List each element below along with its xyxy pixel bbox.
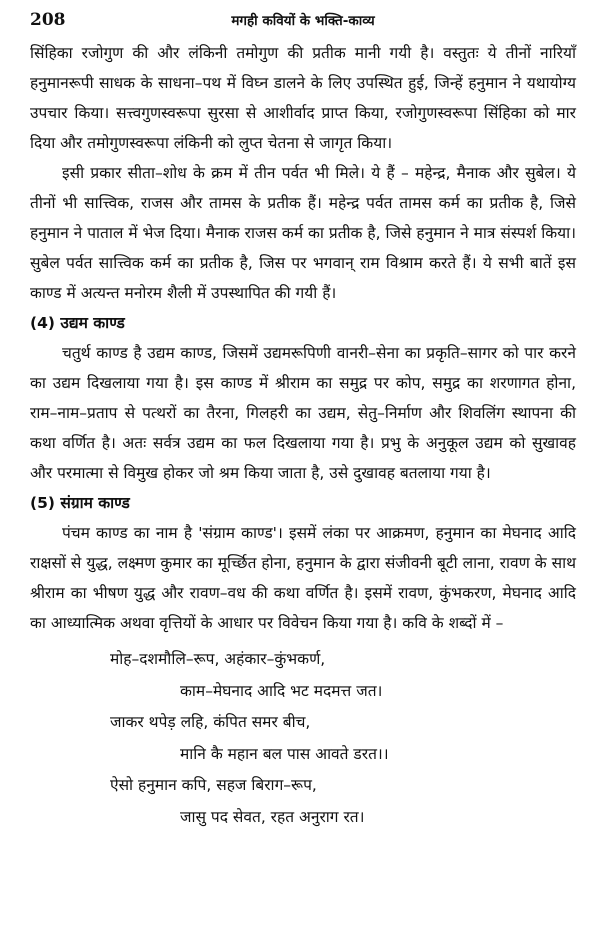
page-number: 208 [30,10,66,30]
paragraph: चतुर्थ काण्ड है उद्यम काण्ड, जिसमें उद्यमरूपिणी वानरी–सेना का प्रकृति–सागर को पार करने का उद्यम दिखलाया गया है। इस काण्ड में श्रीराम का समुद्र पर कोप, समुद्र का शरणागत होना, राम–नाम–प्रताप से पत्थरों का तैरना, गिलहरी का उद्यम, सेतु–निर्माण और शिवलिंग स्थापना की कथा वर्णित है। अतः सर्वत्र उद्यम का फल दिखलाया गया है। प्रभु के अनुकूल उद्यम को सुखावह और परमात्मा से विमुख होकर जो श्रम किया जाता है, उसे दुखावह बतलाया गया है। [30,344,576,482]
verse-line: जाकर थपेड़ लहि, कंपित समर बीच, [110,713,311,731]
verse-line: जासु पद सेवत, रहत अनुराग रत। [180,807,365,826]
paragraph: इसी प्रकार सीता–शोध के क्रम में तीन पर्वत भी मिले। ये हैं – महेन्द्र, मैनाक और सुबेल। ये तीनों भी सात्त्विक, राजस और तामस के प्रतीक हैं। महेन्द्र पर्वत तामस कर्म का प्रतीक है, जिसे हनुमान ने पाताल में भेज दिया। मैनाक राजस कर्म का प्रतीक है, जिसे हनुमान ने मात्र संस्पर्श किया। सुबेल पर्वत सात्त्विक कर्म का प्रतीक है, जिस पर भगवान् राम विश्राम करते हैं। ये सभी बातें इस काण्ड में अत्यन्त मनोरम शैली में उपस्थापित की गयी हैं। [30,164,576,302]
section-heading: (5) संग्राम काण्ड [30,494,130,512]
verse-line: मानि कै महान बल पास आवते डरत।। [180,744,389,763]
section-heading: (4) उद्यम काण्ड [30,314,125,332]
verse-line: ऐसो हनुमान कपि, सहज बिराग–रूप, [110,776,317,794]
paragraph: पंचम काण्ड का नाम है 'संग्राम काण्ड'। इसमें लंका पर आक्रमण, हनुमान का मेघनाद आदि राक्षसों से युद्ध, लक्ष्मण कुमार का मूर्च्छित होना, हनुमान के द्वारा संजीवनी बूटी लाना, रावण के साथ श्रीराम का भीषण युद्ध और रावण–वध की कथा वर्णित है। इसमें रावण, कुंभकरण, मेघनाद आदि का आध्यात्मिक अथवा वृत्तियों के आधार पर विवेचन किया गया है। कवि के शब्दों में – [30,524,576,632]
verse-line: काम–मेघनाद आदि भट मदमत्त जत। [180,681,383,700]
running-title: मगही कवियों के भक्ति-काव्य [231,13,375,29]
verse-line: मोह–दशमौलि–रूप, अहंकार–कुंभकर्ण, [110,650,326,668]
page-header [30,0,576,38]
body-text [30,38,576,638]
verse-block [30,644,576,833]
paragraph: सिंहिका रजोगुण की और लंकिनी तमोगुण की प्रतीक मानी गयी है। वस्तुतः ये तीनों नारियाँ हनुमानरूपी साधक के साधना–पथ में विघ्न डालने के लिए उपस्थित हुई, जिन्हें हनुमान ने यथायोग्य उपचार किया। सत्त्वगुणस्वरूपा सुरसा से आशीर्वाद प्राप्त किया, रजोगुणस्वरूपा सिंहिका को मार दिया और तमोगुणस्वरूपा लंकिनी को लुप्त चेतना से जागृत किया। [30,44,576,152]
